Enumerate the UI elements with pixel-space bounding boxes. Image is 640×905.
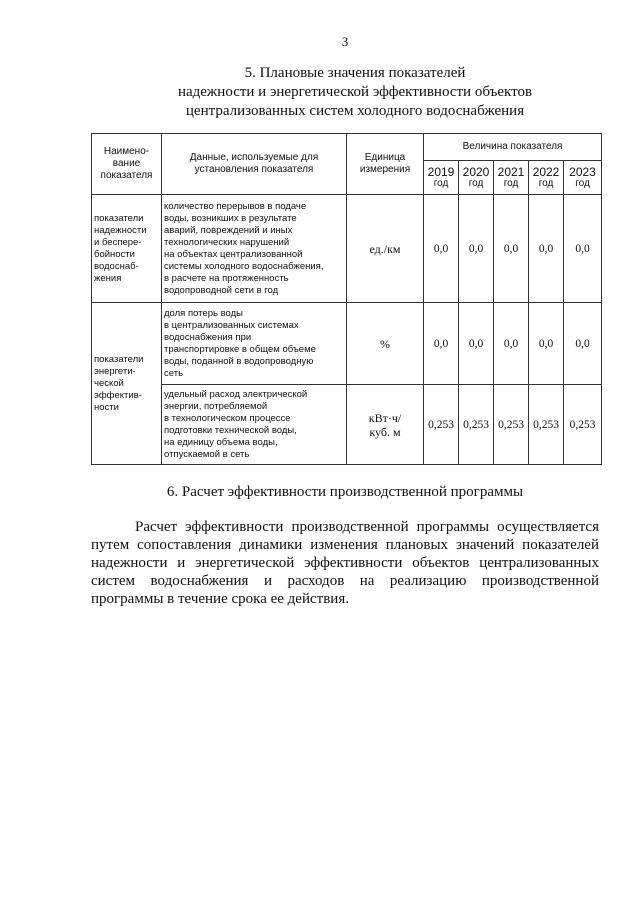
indicator-unit: ед./км (347, 195, 424, 303)
heading-line: 5. Плановые значения показателей (244, 65, 466, 81)
value-cell: 0,253 (494, 385, 529, 465)
section-6-heading: 6. Расчет эффективности производственной программы (166, 484, 524, 500)
indicator-unit: кВт·ч/ куб. м (347, 385, 424, 465)
value-cell: 0,0 (529, 303, 564, 385)
value-cell: 0,0 (564, 303, 602, 385)
value-cell: 0,0 (459, 303, 494, 385)
value-cell: 0,253 (564, 385, 602, 465)
paragraph-line: надежности и энергетической эффективности объектов централизованных (91, 555, 599, 571)
indicator-data: удельный расход электрической энергии, потребляемой в технологическом процессе подготовки технической воды, на единицу объема воды, отпускаемой в сеть (162, 385, 347, 465)
indicator-unit: % (347, 303, 424, 385)
header-year: 2021 год (494, 161, 529, 195)
header-name: Наимено- вание показателя (92, 134, 162, 195)
value-cell: 0,0 (564, 195, 602, 303)
header-data: Данные, используемые для установления показателя (162, 134, 347, 195)
header-year: 2019 год (424, 161, 459, 195)
indicator-data: количество перерывов в подаче воды, возникших в результате аварий, повреждений и иных технологических нарушений на объектах централизованной системы холодного водоснабжения, в расчете на протяженность водопроводной сети в год (162, 195, 347, 303)
table-row (92, 195, 602, 303)
paragraph-line: путем сопоставления динамики изменения плановых значений показателей (91, 537, 599, 553)
header-year: 2023 год (564, 161, 602, 195)
value-cell: 0,0 (494, 303, 529, 385)
value-cell: 0,253 (424, 385, 459, 465)
header-year: 2020 год (459, 161, 494, 195)
indicators-table (91, 133, 602, 465)
indicator-name: показатели надежности и беспере- бойности водоснаб- жения (92, 195, 162, 303)
page-number: 3 (341, 34, 349, 49)
table-row (92, 385, 602, 465)
header-unit: Единица измерения (347, 134, 424, 195)
indicator-name: показатели энергети- ческой эффектив- ности (92, 303, 162, 465)
section-6-paragraph (91, 518, 599, 608)
value-cell: 0,0 (424, 303, 459, 385)
table-row (92, 303, 602, 385)
indicator-data: доля потерь воды в централизованных системах водоснабжения при транспортировке в общем объеме воды, поданной в водопроводную сеть (162, 303, 347, 385)
value-cell: 0,253 (459, 385, 494, 465)
header-year: 2022 год (529, 161, 564, 195)
section-5-heading (120, 64, 590, 121)
value-cell: 0,0 (459, 195, 494, 303)
paragraph-line: Расчет эффективности производственной программы осуществляется (135, 519, 599, 535)
header-value-group: Величина показателя (424, 134, 602, 161)
paragraph-line: систем водоснабжения и расходов на реализацию производственной (91, 573, 599, 589)
heading-line: надежности и энергетической эффективности объектов (177, 84, 533, 100)
heading-line: централизованных систем холодного водоснабжения (185, 103, 525, 119)
value-cell: 0,0 (529, 195, 564, 303)
value-cell: 0,0 (424, 195, 459, 303)
paragraph-line: программы в течение срока ее действия. (91, 591, 349, 607)
value-cell: 0,253 (529, 385, 564, 465)
value-cell: 0,0 (494, 195, 529, 303)
